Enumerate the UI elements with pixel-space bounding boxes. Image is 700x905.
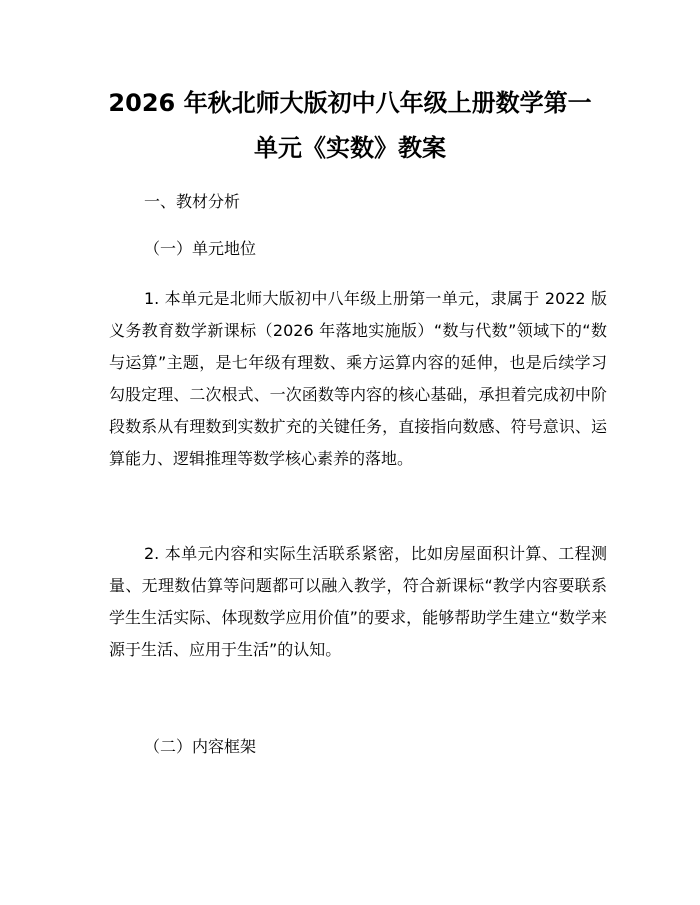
section-heading-textbook-analysis: 一、教材分析	[144, 192, 241, 211]
paragraph-unit-position-2: 2. 本单元内容和实际生活联系紧密，比如房屋面积计算、工程测量、无理数估算等问题都可以融入教学，符合新课标“教学内容要联系学生生活实际、体现数学应用价值”的要求，能够帮助学生建立“数学来源于生活、应用于生活”的认知。	[109, 544, 607, 659]
paragraph-unit-position-1: 1. 本单元是北师大版初中八年级上册第一单元，隶属于 2022 版义务教育数学新课标（2026 年落地实施版）“数与代数”领域下的“数与运算”主题，是七年级有理数、乘方运算内容的延伸，也是后续学习勾股定理、二次根式、一次函数等内容的核心基础，承担着完成初中阶段数系从有理数到实数扩充的关键任务，直接指向数感、符号意识、运算能力、逻辑推理等数学核心素养的落地。	[109, 289, 607, 468]
document-title-line-1: 2026 年秋北师大版初中八年级上册数学第一	[108, 89, 592, 117]
subsection-heading-unit-position: （一）单元地位	[144, 239, 257, 258]
subsection-heading-content-framework: （二）内容框架	[144, 737, 257, 756]
document-title-line-2: 单元《实数》教案	[254, 134, 446, 162]
